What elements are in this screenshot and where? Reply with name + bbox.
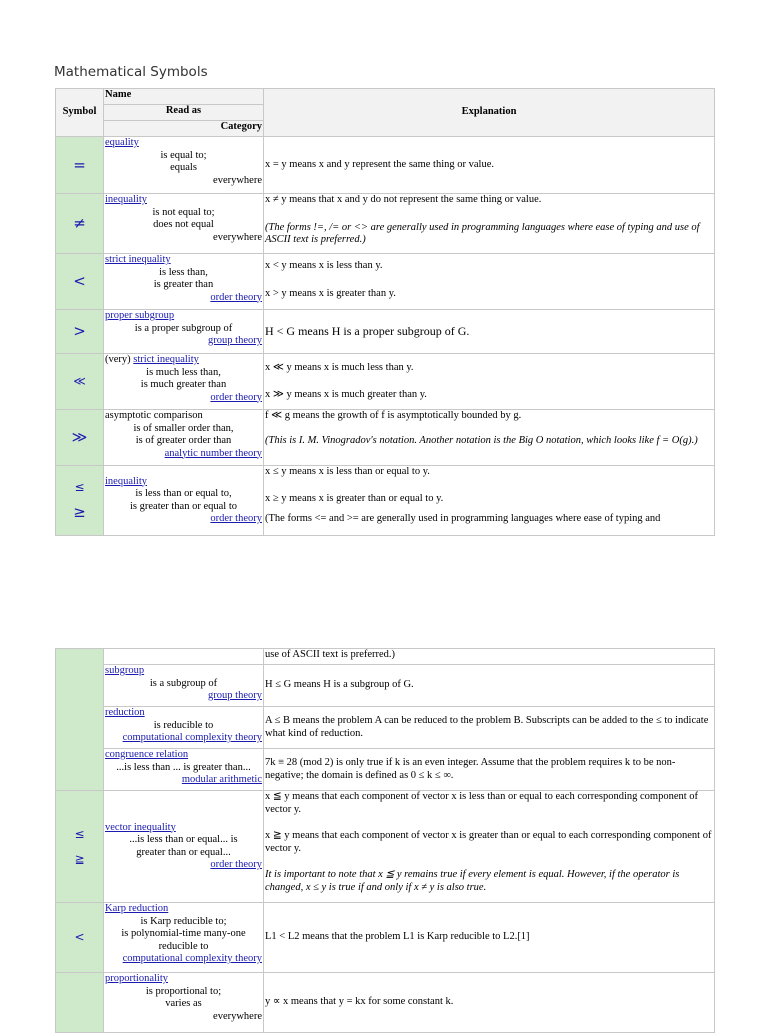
symbol-geq: ≥: [73, 503, 86, 522]
explanation: [264, 354, 715, 410]
symbol-much-greater-than[interactable]: ≫: [56, 410, 104, 466]
explanation-text: x ≠ y means that x and y do not represent the same thing or value.: [265, 194, 542, 205]
read-as: ...is less than ... is greater than...: [116, 761, 251, 773]
symbol-greater-than[interactable]: >: [56, 310, 104, 354]
symbol-karp-reduction[interactable]: <: [56, 903, 104, 973]
link-computational-complexity-theory[interactable]: computational complexity theory: [122, 953, 262, 964]
name-cell: [104, 466, 264, 536]
name-cell: [104, 791, 264, 903]
name-cell: [104, 903, 264, 973]
link-strict-inequality[interactable]: strict inequality: [133, 354, 199, 365]
name-cell: [104, 665, 264, 707]
page-title: Mathematical Symbols: [54, 64, 208, 80]
link-group-theory[interactable]: group theory: [208, 690, 262, 701]
read-as: is Karp reducible to; is polynomial-time many-one reducible to: [121, 915, 246, 952]
explanation-text: x ≪ y means x is much less than y.: [265, 362, 414, 373]
explanation: [264, 707, 715, 749]
symbols-table-page-1: [55, 88, 715, 536]
explanation-text: x ≫ y means x is much greater than y.: [265, 388, 427, 400]
name-cell: [104, 194, 264, 254]
explanation-text: x < y means x is less than y.: [265, 260, 383, 271]
explanation-text: H < G means H is a proper subgroup of G.: [265, 324, 470, 339]
link-analytic-number-theory[interactable]: analytic number theory: [164, 447, 262, 459]
name-cell: [104, 354, 264, 410]
symbol-cell-continued: [56, 649, 104, 791]
read-as: is proportional to; varies as: [145, 985, 222, 1009]
explanation-note: (The forms !=, /= or <> are generally used in programming languages where ease of typing and use of ASCII text is preferred.): [265, 221, 700, 245]
link-strict-inequality[interactable]: strict inequality: [105, 254, 171, 265]
link-proportionality[interactable]: proportionality: [105, 973, 168, 984]
header-name: Name: [104, 89, 264, 105]
explanation-note: (The forms <= and >= are generally used in programming languages where ease of typing and: [265, 513, 661, 524]
symbol-much-less-than[interactable]: ≪: [56, 354, 104, 410]
name-cell: [104, 254, 264, 310]
link-vector-inequality[interactable]: vector inequality: [105, 821, 176, 833]
name-cell: [104, 749, 264, 791]
explanation-text: use of ASCII text is preferred.): [265, 649, 396, 660]
link-order-theory[interactable]: order theory: [210, 291, 262, 303]
explanation: [264, 903, 715, 973]
name-cell: [104, 410, 264, 466]
symbol-leq-geq[interactable]: [56, 466, 104, 536]
read-as: is reducible to: [153, 719, 214, 731]
explanation-text: A ≤ B means the problem A can be reduced to the problem B. Subscripts can be added to the ≤ to indicate what kind of reduction.: [265, 715, 709, 739]
read-as: is a proper subgroup of: [134, 322, 233, 334]
name-cell-empty: [104, 649, 264, 665]
explanation: [264, 410, 715, 466]
explanation: [264, 749, 715, 791]
explanation-text: x ≦ y means that each component of vector x is less than or equal to each corresponding component of vector y.: [265, 791, 699, 815]
explanation-text: x ≧ y means that each component of vector x is greater than or equal to each corresponding component of vector y.: [265, 830, 712, 854]
explanation-text: x ≥ y means x is greater than or equal to y.: [265, 492, 444, 504]
link-reduction[interactable]: reduction: [105, 707, 145, 718]
read-as: is less than, is greater than: [153, 266, 214, 290]
link-congruence-relation[interactable]: congruence relation: [105, 749, 189, 760]
read-as: is much less than, is much greater than: [140, 366, 227, 390]
link-karp-reduction[interactable]: Karp reduction: [105, 903, 169, 914]
link-modular-arithmetic[interactable]: modular arithmetic: [181, 774, 262, 785]
symbol-less-than[interactable]: <: [56, 254, 104, 310]
read-as: is of smaller order than, is of greater order than: [133, 422, 234, 446]
link-subgroup[interactable]: subgroup: [105, 665, 145, 676]
header-category: Category: [104, 121, 264, 137]
link-order-theory[interactable]: order theory: [210, 859, 262, 870]
header-read-as: Read as: [104, 105, 264, 121]
explanation: [264, 791, 715, 903]
header-symbol: Symbol: [56, 89, 104, 137]
link-inequality[interactable]: inequality: [105, 475, 147, 487]
explanation: [264, 137, 715, 194]
explanation-text: L1 < L2 means that the problem L1 is Karp reducible to L2.[1]: [265, 931, 530, 943]
read-as: ...is less than or equal... is greater than or equal...: [129, 834, 238, 858]
explanation: [264, 665, 715, 707]
category: everywhere: [213, 231, 262, 243]
explanation-text: x > y means x is greater than y.: [265, 287, 396, 299]
symbols-table-page-2: [55, 648, 715, 1033]
explanation-text: f ≪ g means the growth of f is asymptotically bounded by g.: [265, 410, 522, 421]
read-as: is not equal to; does not equal: [152, 206, 215, 230]
name-cell: [104, 137, 264, 194]
explanation-note: (This is I. M. Vinogradov's notation. Another notation is the Big O notation, which looks like f = O(g).): [265, 434, 698, 446]
name-cell: [104, 707, 264, 749]
symbol-leqq-geqq[interactable]: ≤ ≧: [56, 791, 104, 903]
link-order-theory[interactable]: order theory: [210, 513, 262, 524]
name-text: asymptotic comparison: [105, 410, 203, 421]
link-proper-subgroup[interactable]: proper subgroup: [105, 310, 175, 321]
read-as: is a subgroup of: [149, 677, 218, 689]
symbol-leq: ≤: [74, 480, 85, 495]
explanation: [264, 310, 715, 354]
symbol-equals[interactable]: =: [56, 137, 104, 194]
explanation-text: H ≤ G means H is a subgroup of G.: [265, 679, 414, 691]
link-equality[interactable]: equality: [105, 137, 139, 148]
link-group-theory[interactable]: group theory: [208, 335, 262, 346]
link-inequality[interactable]: inequality: [105, 194, 147, 205]
link-computational-complexity-theory[interactable]: computational complexity theory: [122, 732, 262, 743]
explanation: [264, 254, 715, 310]
prefix-very: (very): [105, 354, 134, 365]
symbol-not-equal[interactable]: ≠: [56, 194, 104, 254]
name-cell: [104, 310, 264, 354]
read-as: is less than or equal to, is greater than or equal to: [130, 488, 237, 512]
category: everywhere: [213, 174, 262, 186]
read-as: is equal to; equals: [160, 149, 207, 173]
explanation: [264, 466, 715, 536]
link-order-theory[interactable]: order theory: [210, 391, 262, 403]
explanation: [264, 649, 715, 665]
category: everywhere: [213, 1010, 262, 1022]
explanation-text: x = y means x and y represent the same thing or value.: [265, 158, 494, 170]
explanation-text: y ∝ x means that y = kx for some constant k.: [265, 996, 454, 1008]
explanation: [264, 194, 715, 254]
explanation-text: x ≤ y means x is less than or equal to y.: [265, 466, 430, 477]
header-explanation: Explanation: [264, 89, 715, 137]
explanation-note: It is important to note that x ≦ y remains true if every element is equal. However, if the operator is changed, x ≤ y is true if and only if x ≠ y is also true.: [265, 869, 680, 893]
explanation-text: 7k ≡ 28 (mod 2) is only true if k is an even integer. Assume that the problem requires k to be non-negative; the domain is defined as 0 ≤ k ≤ ∞.: [265, 757, 676, 781]
